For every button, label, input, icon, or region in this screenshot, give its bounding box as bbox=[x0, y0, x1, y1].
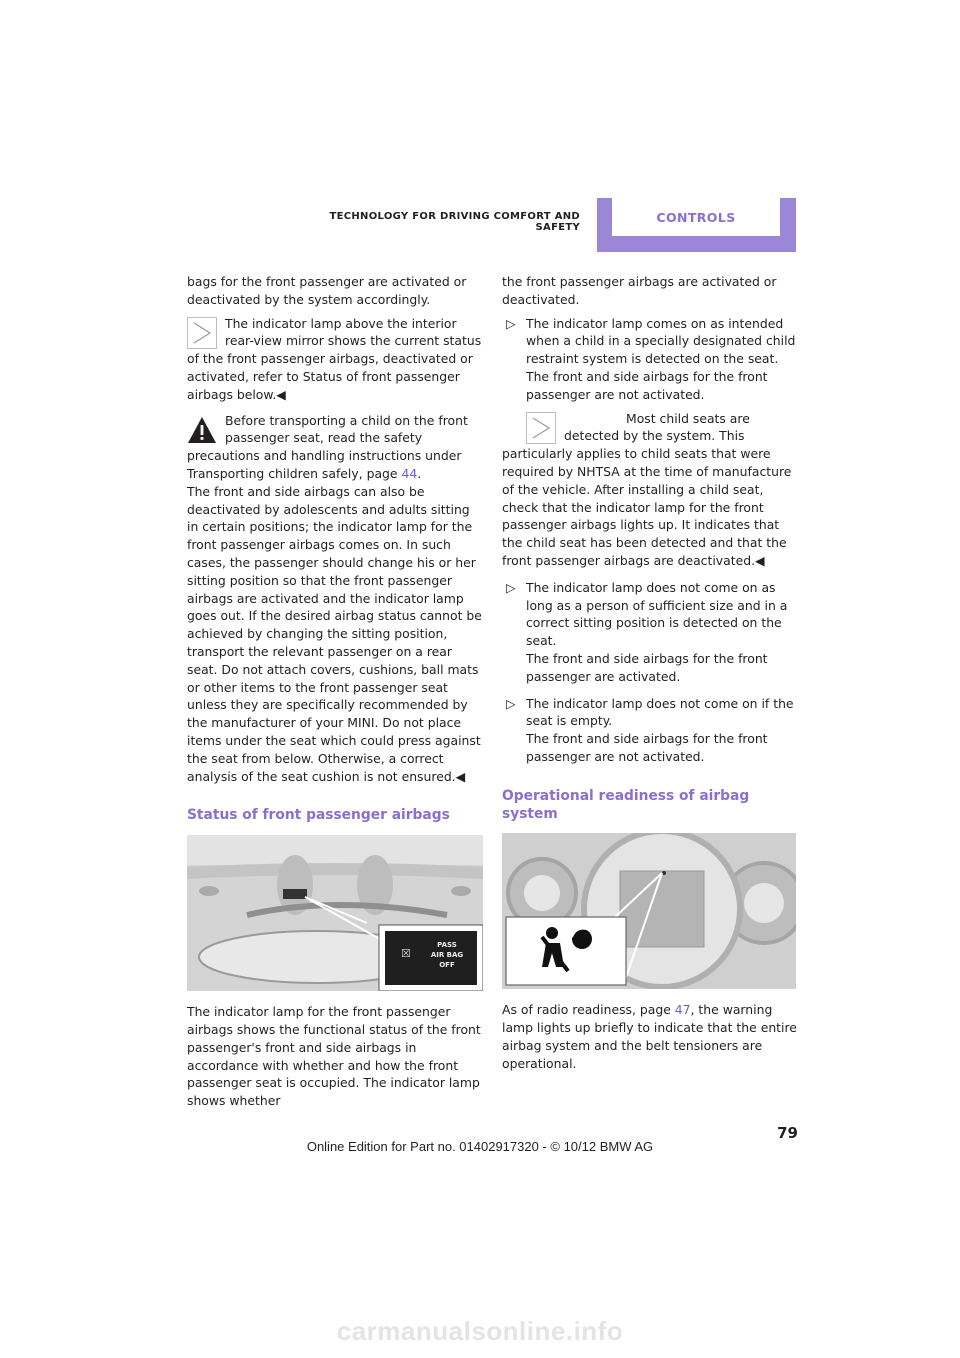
bullet-arrow-icon: ▷ bbox=[506, 695, 516, 711]
note-block bbox=[502, 410, 798, 570]
status-list bbox=[502, 315, 798, 766]
left-column bbox=[187, 273, 483, 1110]
warning-block bbox=[187, 412, 483, 786]
footer: Online Edition for Part no. 01402917320 - © 10/12 BMW AG bbox=[306, 1139, 654, 1154]
section-heading: Status of front passenger airbags bbox=[187, 807, 450, 824]
chapter-tab[interactable]: CONTROLS bbox=[612, 198, 780, 236]
right-column bbox=[502, 273, 798, 1073]
chapter-title: TECHNOLOGY FOR DRIVING COMFORT AND SAFETY bbox=[329, 211, 580, 233]
note-arrow-icon bbox=[187, 317, 217, 349]
note-block bbox=[187, 315, 483, 404]
note-text: The indicator lamp above the interior rear-view mirror shows the current status of the front passenger airbags, deactivated or activated, refer to Status of front passenger airbags below.◀ bbox=[187, 315, 482, 402]
list-item: ▷ The indicator lamp does not come on if the seat is empty. The front and side airbags for the front passenger are not activated. bbox=[506, 695, 794, 764]
warning-triangle-icon bbox=[187, 414, 217, 446]
page-link-44[interactable]: 44 bbox=[401, 465, 418, 481]
paragraph: The indicator lamp for the front passenger airbags shows the functional status of the front passenger's front and side airbags in accordance with whether and how the front passenger seat is occupied. The indicator lamp shows whether bbox=[187, 1004, 481, 1109]
watermark: carmanualsonline.info bbox=[336, 1316, 624, 1346]
section-heading: Operational readiness of airbag system bbox=[502, 787, 750, 822]
paragraph: As of radio readiness, page 47, the warning lamp lights up briefly to indicate that the entire airbag system and the belt tensioners are operational. bbox=[502, 1002, 797, 1071]
fig-label-pass: PASS bbox=[437, 941, 457, 950]
note-text: Most child seats are detected by the system. This particularly applies to child seats that were required by NHTSA at the time of manufacture of the vehicle. After installing a child seat, check that the indicator lamp for the front passenger airbags lights up. It indicates that the child seat has been detected and that the front passenger airbags are deactivated.◀ bbox=[502, 410, 792, 568]
list-item: ▷ The indicator lamp does not come on as long as a person of sufficient size and in a correct sitting position is detected on the seat. The front and side airbags for the front passenger are activated. bbox=[506, 579, 788, 684]
airbag-warning-lamp-figure bbox=[502, 833, 796, 989]
fig-label-off: OFF bbox=[439, 961, 455, 970]
fig-label-airbag: AIR BAG bbox=[430, 951, 464, 960]
paragraph: bags for the front passenger are activated or deactivated by the system accordingly. bbox=[187, 274, 467, 307]
note-arrow-icon bbox=[526, 412, 556, 444]
paragraph: the front passenger airbags are activated or deactivated. bbox=[502, 274, 777, 307]
warning-text-2: The front and side airbags can also be deactivated by adolescents and adults sitting in certain positions; the indicator lamp for the front passenger airbags comes on. In such cases, the passenger should change his or her sitting position so that the front passenger airbags are activated and the indicator lamp goes out. If the desired airbag status cannot be achieved by changing the sitting position, transport the relevant passenger on a rear seat. Do not attach covers, cushions, ball mats or other items to the front passenger seat unless they are specifically recommended by the manufacturer of your MINI. Do not place items under the seat which could press against the seat from below. Otherwise, a correct analysis of the seat cushion is not ensured.◀ bbox=[187, 483, 482, 784]
page-link-47[interactable]: 47 bbox=[674, 1002, 691, 1018]
bullet-arrow-icon: ▷ bbox=[506, 579, 516, 595]
list-item: ▷ The indicator lamp comes on as intended when a child in a specially designated child restraint system is detected on the seat. The front and side airbags for the front passenger are not activated. Most child seats are detected by the system. This particularly applies to child seats that were required by NHTSA at the time of manufacture of the vehicle. After installing a child seat, check that the indicator lamp for the front passenger airbags lights up. It indicates that the child seat has been detected and that the front passenger airbags are deactivated.◀ bbox=[502, 315, 798, 570]
passenger-airbag-lamp-figure bbox=[187, 835, 483, 991]
bullet-arrow-icon: ▷ bbox=[506, 315, 516, 331]
page-number: 79 bbox=[777, 1124, 798, 1142]
warning-text: Before transporting a child on the front passenger seat, read the safety precautions and handling instructions under Transporting children safely, page 44. bbox=[187, 412, 468, 481]
svg-text:☒: ☒ bbox=[401, 947, 411, 961]
